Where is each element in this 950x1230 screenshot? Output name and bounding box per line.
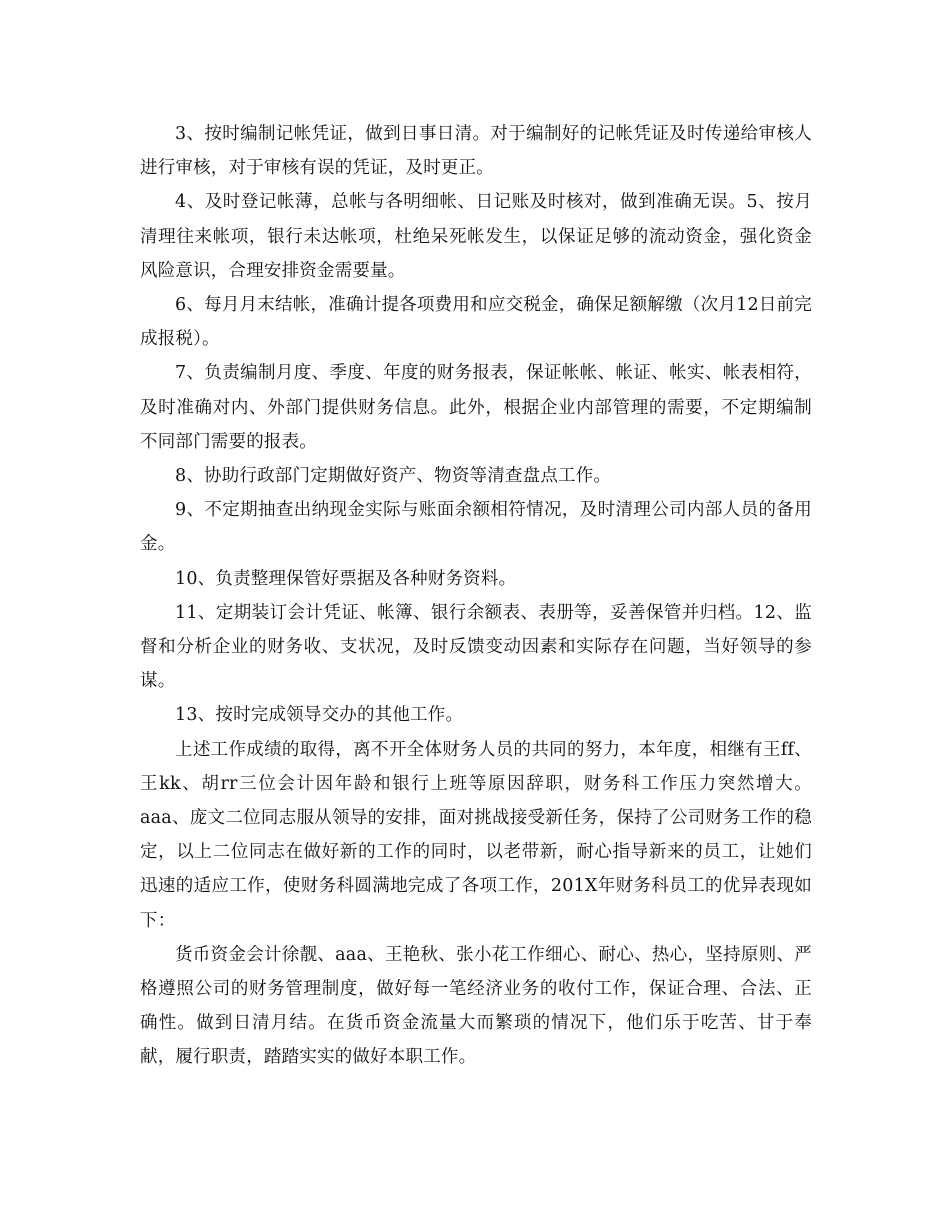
paragraph-item-8: 8、协助行政部门定期做好资产、物资等清查盘点工作。 <box>175 466 612 487</box>
paragraph-item-9: 9、不定期抽查出纳现金实际与账面余额相符情况，及时清理公司内部人员的备用金。 <box>140 500 812 555</box>
paragraph-item-7: 7、负责编制月度、季度、年度的财务报表，保证帐帐、帐证、帐实、帐表相符，及时准确对内、外部门提供财务信息。此外，根据企业内部管理的需要，不定期编制不同部门需要的报表。 <box>140 363 812 452</box>
paragraph-item-6: 6、每月月末结帐，准确计提各项费用和应交税金，确保足额解缴（次月12日前完成报税）。 <box>140 295 812 350</box>
paragraph-items-11-12: 11、定期装订会计凭证、帐簿、银行余额表、表册等，妥善保管并归档。12、监督和分析企业的财务收、支状况，及时反馈变动因素和实际存在问题，当好领导的参谋。 <box>140 602 812 692</box>
paragraph-cash-accountants: 货币资金会计徐靓、aaa、王艳秋、张小花工作细心、耐心、热心，坚持原则、严格遵照公司的财务管理制度，做好每一笔经济业务的收付工作，保证合理、合法、正确性。做到日清月结。在货币资金流量大而繁琐的情况下，他们乐于吃苦、甘于奉献，履行职责，踏踏实实的做好本职工作。 <box>140 944 812 1068</box>
paragraph-item-3: 3、按时编制记帐凭证，做到日事日清。对于编制好的记帐凭证及时传递给审核人进行审核，对于审核有误的凭证，及时更正。 <box>140 124 812 179</box>
paragraph-item-13: 13、按时完成领导交办的其他工作。 <box>175 705 464 726</box>
paragraph-item-10: 10、负责整理保管好票据及各种财务资料。 <box>175 568 517 589</box>
paragraph-items-4-5: 4、及时登记帐薄，总帐与各明细帐、日记账及时核对，做到准确无误。5、按月清理往来帐项，银行未达帐项，杜绝呆死帐发生，以保证足够的流动资金，强化资金风险意识，合理安排资金需要量。 <box>140 192 812 281</box>
paragraph-summary: 上述工作成绩的取得，离不开全体财务人员的共同的努力，本年度，相继有王ff、王kk、胡rr三位会计因年龄和银行上班等原因辞职，财务科工作压力突然增大。aaa、庞文二位同志服从领导的安排，面对挑战接受新任务，保持了公司财务工作的稳定，以上二位同志在做好新的工作的同时，以老带新，耐心指导新来的员工，让她们迅速的适应工作，使财务科圆满地完成了各项工作，201X年财务科员工的优异表现如下： <box>140 739 812 931</box>
document-body <box>140 117 812 1075</box>
